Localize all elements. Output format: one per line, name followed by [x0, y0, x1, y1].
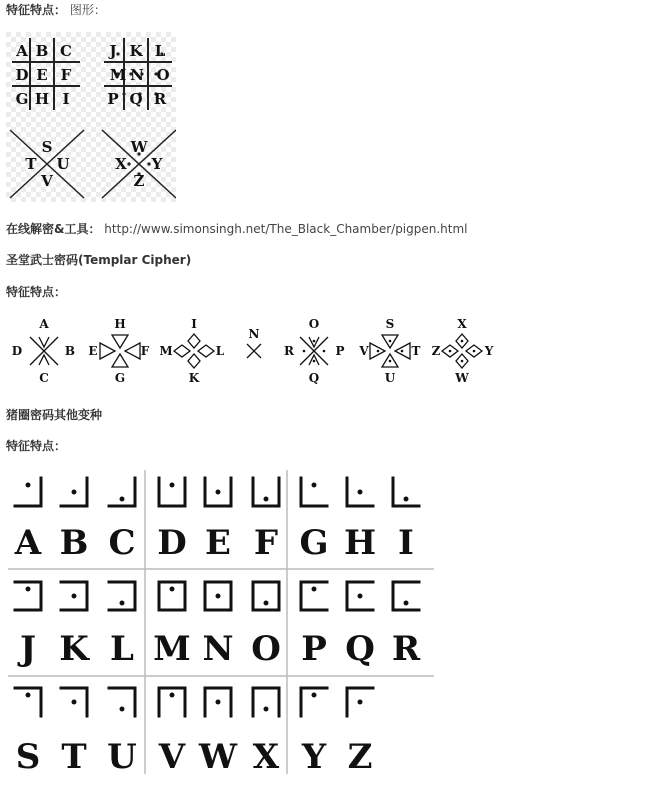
variant-letter: V	[158, 737, 186, 777]
grid1-letter: I	[62, 90, 70, 108]
x1-letter: T	[25, 155, 37, 173]
variant-glyph-dot	[26, 693, 31, 698]
variant-glyph-dot	[26, 483, 31, 488]
grid1-letter: E	[36, 66, 48, 84]
templar-glyph-7	[442, 334, 482, 368]
templar-title: 圣堂武士密码(Templar Cipher)	[6, 253, 192, 267]
variant-glyph	[15, 688, 41, 716]
x2-letter: W	[130, 138, 148, 156]
templar-glyph-4	[247, 344, 261, 358]
pigpen-figure	[6, 32, 176, 202]
variant-letter: U	[107, 737, 137, 777]
grid2-letter: Q	[129, 90, 143, 108]
variant-letter: P	[301, 629, 327, 669]
templar-letter: M	[159, 344, 173, 358]
grid1-letter: A	[16, 42, 28, 60]
variant-glyph	[393, 582, 419, 610]
variant-glyph-dot	[170, 483, 175, 488]
variant-glyph-dot	[120, 497, 125, 502]
variant-letter: L	[110, 629, 134, 669]
variant-glyph	[109, 582, 135, 610]
templar-glyph-2	[100, 335, 140, 367]
templar-letter: V	[359, 344, 369, 358]
variant-letter: Y	[301, 737, 327, 777]
feature-value: 图形：	[69, 3, 106, 17]
templar-letter: G	[114, 371, 126, 385]
grid2-letter: J	[109, 42, 117, 60]
grid2-letter: K	[129, 42, 143, 60]
templar-dots	[303, 340, 476, 363]
variant-figure	[6, 468, 436, 778]
variant-glyph	[15, 582, 41, 610]
templar-letter: R	[284, 344, 294, 358]
online-tool-line	[6, 221, 468, 237]
grid1-letter: D	[15, 66, 29, 84]
templar-letter: U	[384, 371, 396, 385]
variant-glyph	[301, 582, 327, 610]
variant-glyph-dot	[264, 497, 269, 502]
variant-letter: D	[157, 523, 187, 563]
variant-glyph-dot	[26, 587, 31, 592]
variant-letter: T	[61, 737, 87, 777]
variant-letter: C	[108, 523, 136, 563]
templar-letter: A	[39, 317, 49, 331]
feature-label-2: 特征特点：	[6, 285, 67, 299]
templar-letter: P	[335, 344, 345, 358]
variant-glyph-dot	[358, 594, 363, 599]
variant-letter: K	[59, 629, 89, 669]
variant-glyph-dot	[170, 587, 175, 592]
x1-letter: V	[41, 172, 53, 190]
feature-line-1	[6, 2, 106, 18]
templar-figure	[6, 314, 506, 386]
variant-glyph-dot	[72, 700, 77, 705]
templar-letter: B	[64, 344, 76, 358]
variant-glyph-dot	[404, 601, 409, 606]
x2-letter: Z	[133, 172, 145, 190]
variant-letter: N	[202, 629, 234, 669]
variant-letter: Q	[345, 629, 375, 669]
variant-glyph-dot	[170, 693, 175, 698]
grid1-letter: F	[60, 66, 72, 84]
variant-letter: R	[391, 629, 421, 669]
templar-letter: Q	[308, 371, 320, 385]
grid2-letter: R	[153, 90, 167, 108]
variant-letter: B	[59, 523, 89, 563]
templar-letter: I	[191, 317, 197, 331]
variant-glyph-dot	[120, 601, 125, 606]
variant-glyph	[159, 582, 185, 610]
variant-glyph-dot	[216, 594, 221, 599]
templar-letter: C	[39, 371, 49, 385]
variant-letter: M	[153, 629, 191, 669]
variant-glyph-dot	[264, 601, 269, 606]
variant-title: 猪圈密码其他变种	[6, 408, 103, 422]
grid1-letter: C	[60, 42, 72, 60]
feature-label: 特征特点：	[6, 3, 67, 17]
templar-letter: W	[455, 371, 469, 385]
variant-letter: J	[19, 629, 37, 669]
variant-letter: E	[205, 523, 231, 563]
variant-letter: G	[299, 523, 329, 563]
variant-glyph	[253, 478, 279, 506]
templar-letter: E	[88, 344, 98, 358]
variant-glyph	[159, 478, 185, 506]
variant-glyph	[253, 582, 279, 610]
checker-background	[6, 32, 176, 202]
variant-glyph	[253, 688, 279, 716]
variant-glyph-dot	[358, 490, 363, 495]
variant-glyph	[159, 688, 185, 716]
x2-letter: Y	[151, 155, 163, 173]
online-tool-url[interactable]: http://www.simonsingh.net/The_Black_Chamber/pigpen.html	[104, 222, 468, 236]
templar-letter: S	[385, 317, 395, 331]
templar-letter: L	[215, 344, 225, 358]
templar-letter: Y	[484, 344, 494, 358]
templar-letter: K	[188, 371, 200, 385]
variant-glyph-dot	[72, 490, 77, 495]
variant-glyph-dot	[264, 707, 269, 712]
variant-glyph-dot	[312, 587, 317, 592]
variant-glyph-dot	[312, 483, 317, 488]
grid2-letter: M	[109, 66, 127, 84]
templar-letter: Z	[431, 344, 441, 358]
templar-letter: N	[248, 327, 260, 341]
online-tool-label: 在线解密&工具：	[6, 222, 101, 236]
variant-letter: H	[343, 523, 377, 563]
templar-glyph-1	[30, 337, 58, 365]
variant-glyph-dot	[404, 497, 409, 502]
grid1-letter: B	[35, 42, 49, 60]
x2-letter: X	[115, 155, 127, 173]
grid2-letter: N	[130, 66, 144, 84]
variant-glyph	[393, 478, 419, 506]
grid2-letter: L	[154, 42, 166, 60]
variant-glyph-dot	[72, 594, 77, 599]
variant-glyph-dot	[216, 490, 221, 495]
variant-letter: W	[198, 737, 238, 777]
templar-letter: X	[457, 317, 467, 331]
templar-glyph-3	[174, 334, 214, 368]
variant-letter: I	[398, 523, 414, 563]
grid1-letter: G	[15, 90, 29, 108]
variant-glyph-dot	[358, 700, 363, 705]
x1-letter: S	[41, 138, 53, 156]
variant-glyph	[15, 478, 41, 506]
variant-grid-lines	[8, 470, 434, 774]
variant-glyph	[301, 688, 327, 716]
variant-glyph-dot	[216, 700, 221, 705]
variant-glyph	[109, 478, 135, 506]
templar-letter: O	[308, 317, 320, 331]
variant-glyph-dot	[312, 693, 317, 698]
variant-glyph-dot	[120, 707, 125, 712]
grid2-letter: O	[156, 66, 170, 84]
x1-letter: U	[56, 155, 70, 173]
feature-label-3: 特征特点：	[6, 439, 67, 453]
variant-letter: Z	[347, 737, 373, 777]
templar-letter: F	[140, 344, 150, 358]
variant-glyph	[301, 478, 327, 506]
templar-letter: T	[411, 344, 421, 358]
grid2-letter: P	[107, 90, 119, 108]
variant-letter: O	[251, 629, 281, 669]
variant-letter: A	[14, 523, 42, 563]
grid1-letter: H	[34, 90, 50, 108]
variant-letter: F	[253, 523, 279, 563]
templar-letter: D	[11, 344, 23, 358]
variant-letter: S	[15, 737, 41, 777]
templar-letter: H	[114, 317, 126, 331]
variant-letter: X	[252, 737, 280, 777]
variant-glyph	[109, 688, 135, 716]
